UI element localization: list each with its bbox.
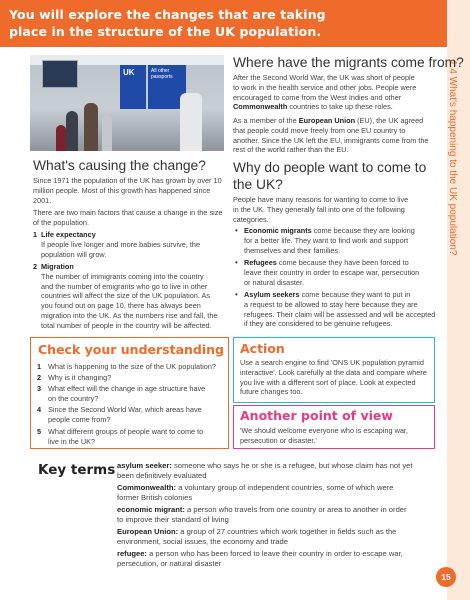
another-view-quote: 'We should welcome everyone who is escaping war, persecution or disaster.' [240, 426, 408, 445]
why-intro: People have many reasons for wanting to come to live in the UK. They generally fall into one of the following categories. [233, 195, 409, 224]
key-term-asylum-seeker: asylum seeker: someone who says he or she is a refugee, but whose claim has not yet [117, 461, 413, 470]
banner-line-2: place in the structure of the UK population. [9, 24, 322, 39]
uk-sign: UK [120, 65, 146, 109]
action-text: Use a search engine to find 'ONS UK population pyramid interactive'. Look carefully at the data and compare where you live with a different sort of place. Look at expected future changes too. [240, 358, 427, 397]
migrants-heading: Where have the migrants come from? [233, 55, 464, 70]
question-number: 1 [37, 362, 42, 371]
question-3: What effect will the change in age structure have on the country? [48, 384, 206, 403]
person-figure [180, 93, 202, 151]
question-number: 3 [37, 384, 42, 393]
question-2: Why is it changing? [48, 373, 112, 382]
key-term-refugee: refugee: a person who has been forced to leave their country in order to escape war, [117, 549, 403, 558]
person-figure [66, 111, 78, 151]
migrants-paragraph-2: As a member of the European Union (EU), the UK agreed that people could move freely from one EU country to another. Since the UK left the EU, immigrants come from the rest of the world rather than the EU. [233, 116, 429, 155]
causing-paragraph-2: There are two main factors that cause a change in the size of the population. [33, 208, 223, 227]
key-term-commonwealth: Commonwealth: a voluntary group of independent countries, some of which were [117, 483, 394, 492]
person-figure [84, 103, 98, 151]
another-view-title: Another point of view [240, 408, 393, 423]
question-number: 4 [37, 405, 42, 414]
economic-migrants-item: Economic migrants come because they are looking for a better life. They want to find work and support themselves and their families. [244, 226, 415, 255]
asylum-seekers-item: Asylum seekers come because they want to put in a request to be allowed to stay here because they are refugees. Their claim will be assessed and will be accepted if they are considered to be genuine refugees. [244, 290, 436, 329]
bullet-dot: • [235, 290, 238, 299]
causing-paragraph-1: Since 1971 the population of the UK has grown by over 10 million people. Most of this growth has happened since 2001. [33, 176, 222, 205]
why-heading: Why do people want to come to the UK? [233, 160, 427, 192]
key-term-european-union: European Union: a group of 27 countries which work together in fields such as the [117, 527, 397, 536]
photo-screen [42, 60, 78, 88]
key-term-economic-migrant: economic migrant: a person who travels from one country or area to another in order [117, 505, 407, 514]
other-passports-sign: All other passports [148, 65, 186, 109]
question-1: What is happening to the size of the UK population? [48, 362, 216, 371]
question-5: What different groups of people want to come to live in the UK? [48, 427, 204, 446]
factor-life-expectancy: Life expectancy If people live longer and more babies survive, the population will grow. [41, 230, 201, 259]
migrants-paragraph-1: After the Second World War, the UK was short of people to work in the health service and other jobs. People were encouraged to come from the West Indies and other Commonwealth countries to take up these roles. [233, 73, 417, 112]
causing-heading: What's causing the change? [33, 158, 206, 173]
refugees-item: Refugees come because they have been forced to leave their country in order to escape war, persecution or natural disaster. [244, 258, 420, 287]
action-title: Action [240, 341, 285, 356]
key-term-asylum-seeker-cont: been definitively evaluated [117, 471, 207, 480]
question-number: 2 [37, 373, 42, 382]
factor-number-1: 1 [33, 230, 38, 239]
question-4: Since the Second World War, which areas have people come from? [48, 405, 202, 424]
person-figure [56, 125, 66, 151]
top-banner [0, 0, 447, 47]
bullet-dot: • [235, 258, 238, 267]
question-number: 5 [37, 427, 42, 436]
check-understanding-title: Check your understanding [38, 342, 224, 357]
key-term-commonwealth-cont: former British colonies [117, 493, 193, 502]
bullet-dot: • [235, 226, 238, 235]
page-number-badge: 15 [436, 567, 456, 587]
factor-migration: Migration The number of immigrants coming into the country and the number of emigrants who go to live in other countries will affect the size of the UK population. As you found out on page 10, there has always been migration into the UK. As the numbers rise and fall, the total number of people in the country will be affected. [41, 262, 218, 330]
factor-number-2: 2 [33, 262, 38, 271]
person-figure [102, 115, 112, 151]
key-terms-title: Key terms [38, 462, 116, 478]
airport-passport-control-photo [30, 55, 224, 151]
banner-line-1: You will explore the changes that are taking [9, 7, 326, 22]
key-term-refugee-cont: persecution, or natural disaster [117, 559, 222, 568]
key-term-european-union-cont: environment, social issues, the economy and trade [117, 537, 288, 546]
key-term-economic-migrant-cont: to improve their standard of living [117, 515, 229, 524]
chapter-side-label: 1.4 What's happening to the UK population? [447, 60, 458, 256]
